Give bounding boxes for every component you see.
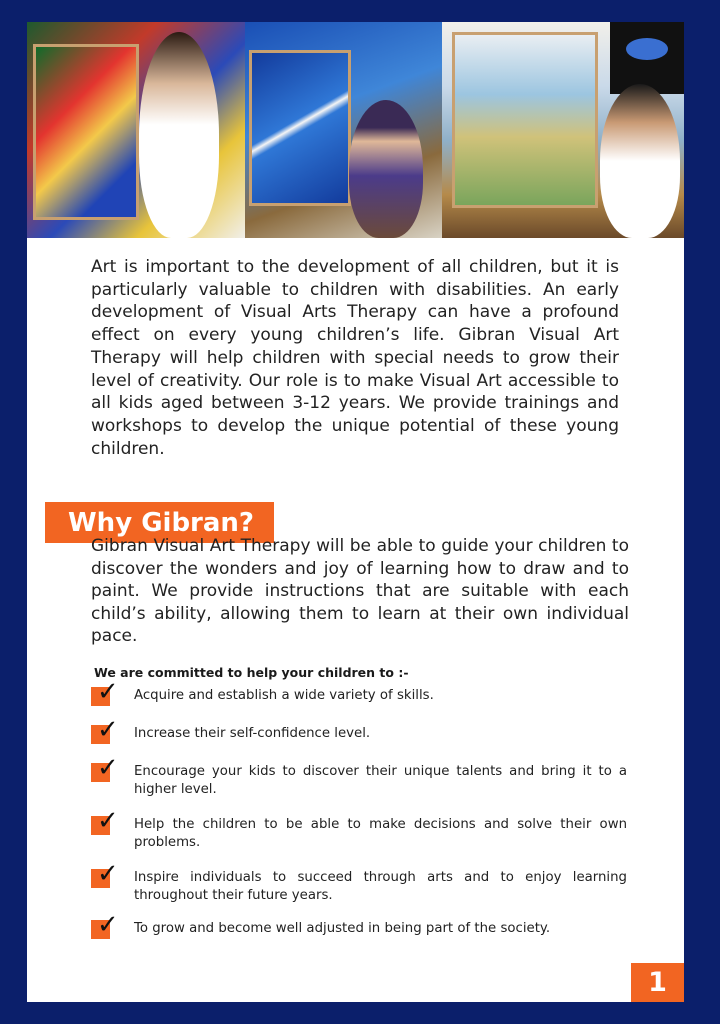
owl-canvas	[452, 32, 598, 208]
photo-boy-with-owl-painting	[442, 22, 684, 238]
list-item-text: Help the children to be able to make decisions and solve their own problems.	[134, 817, 627, 850]
checkmark-icon: ✓	[97, 715, 119, 745]
why-paragraph: Gibran Visual Art Therapy will be able to guide your children to discover the wonders and joy of learning how to draw and to paint. We provide instructions that are suitable with each child’s ability, allowing them to learn at their own individual pace.	[91, 536, 629, 646]
blue-house-canvas	[249, 50, 351, 206]
photo-boy-with-hat	[245, 22, 442, 238]
colorful-canvas	[33, 44, 139, 220]
list-item-text: Inspire individuals to succeed through arts and to enjoy learning throughout their future years.	[134, 870, 627, 903]
checkmark-icon: ✓	[97, 677, 119, 707]
checkmark-icon: ✓	[97, 753, 119, 783]
list-item-text: Acquire and establish a wide variety of skills.	[134, 688, 434, 703]
section-title: Why Gibran?	[68, 508, 255, 538]
page-number: 1	[631, 963, 684, 1002]
child-figure	[139, 32, 219, 238]
photo-girl-painting	[27, 22, 245, 238]
checkmark-icon: ✓	[97, 910, 119, 940]
checkmark-icon: ✓	[97, 806, 119, 836]
commitments-heading: We are committed to help your children to :-	[94, 665, 409, 680]
intro-paragraph: Art is important to the development of all children, but it is particularly valuable to children with disabilities. An early development of Visual Arts Therapy can have a profound effect on every young children’s life. Gibran Visual Art Therapy will help children with special needs to grow their level of creativity. Our role is to make Visual Art accessible to all kids aged between 3-12 years. We provide trainings and workshops to develop the unique potential of these young children.	[91, 257, 619, 459]
child-figure	[600, 84, 680, 238]
whale-painting	[610, 22, 684, 94]
list-item-text: To grow and become well adjusted in being part of the society.	[134, 921, 551, 936]
brochure-page	[27, 22, 684, 1002]
list-item-text: Encourage your kids to discover their unique talents and bring it to a higher level.	[134, 764, 627, 797]
list-item-text: Increase their self-confidence level.	[134, 726, 371, 741]
photo-strip	[27, 22, 684, 238]
child-figure	[349, 100, 423, 238]
checkmark-icon: ✓	[97, 859, 119, 889]
